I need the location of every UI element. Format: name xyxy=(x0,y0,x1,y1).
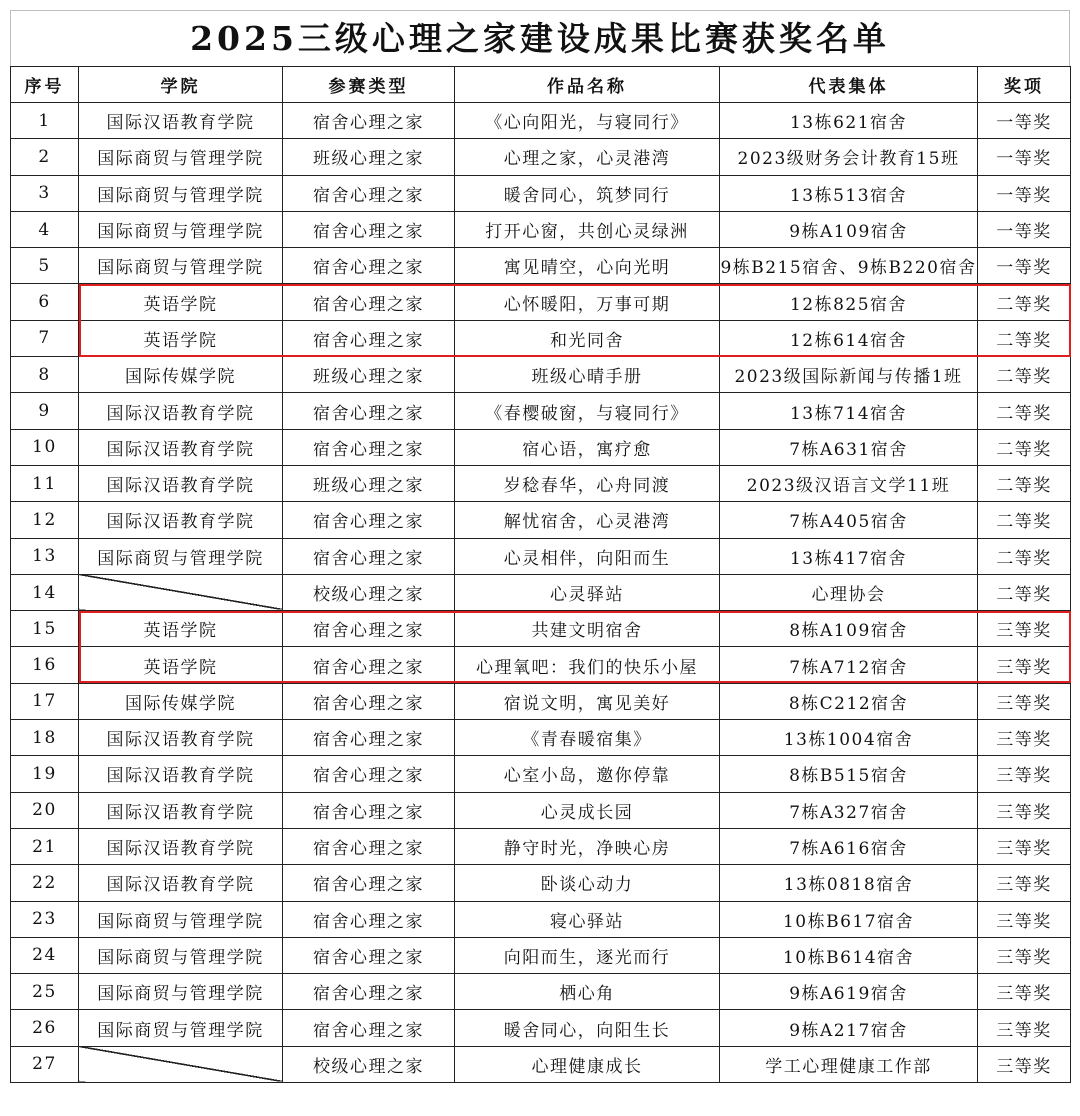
cell-type: 校级心理之家 xyxy=(283,574,455,610)
cell-type: 班级心理之家 xyxy=(283,139,455,175)
cell-award: 三等奖 xyxy=(978,901,1071,937)
cell-index: 22 xyxy=(11,865,79,901)
cell-award: 二等奖 xyxy=(978,465,1071,501)
cell-school: 国际商贸与管理学院 xyxy=(79,211,283,247)
cell-school: 国际汉语教育学院 xyxy=(79,429,283,465)
cell-group: 10栋B614宿舍 xyxy=(720,937,978,973)
cell-school: 国际商贸与管理学院 xyxy=(79,974,283,1010)
cell-work: 心灵驿站 xyxy=(455,574,720,610)
cell-work: 《春樱破窗，与寝同行》 xyxy=(455,393,720,429)
cell-index: 17 xyxy=(11,683,79,719)
cell-index: 9 xyxy=(11,393,79,429)
table-row xyxy=(11,175,1071,211)
cell-type: 宿舍心理之家 xyxy=(283,974,455,1010)
cell-group: 学工心理健康工作部 xyxy=(720,1046,978,1082)
cell-index: 2 xyxy=(11,139,79,175)
table-row xyxy=(11,429,1071,465)
cell-school: 英语学院 xyxy=(79,647,283,683)
cell-award: 二等奖 xyxy=(978,284,1071,320)
cell-type: 班级心理之家 xyxy=(283,357,455,393)
cell-index: 12 xyxy=(11,502,79,538)
cell-work: 解忧宿舍，心灵港湾 xyxy=(455,502,720,538)
cell-type: 宿舍心理之家 xyxy=(283,248,455,284)
cell-work: 宿心语，寓疗愈 xyxy=(455,429,720,465)
cell-group: 8栋B515宿舍 xyxy=(720,756,978,792)
cell-school: 国际商贸与管理学院 xyxy=(79,937,283,973)
cell-award: 一等奖 xyxy=(978,211,1071,247)
cell-award: 三等奖 xyxy=(978,828,1071,864)
cell-award: 三等奖 xyxy=(978,720,1071,756)
cell-index: 20 xyxy=(11,792,79,828)
cell-work: 心灵成长园 xyxy=(455,792,720,828)
cell-type: 宿舍心理之家 xyxy=(283,284,455,320)
cell-work: 和光同舍 xyxy=(455,320,720,356)
cell-school: 国际商贸与管理学院 xyxy=(79,139,283,175)
cell-award: 三等奖 xyxy=(978,865,1071,901)
cell-award: 三等奖 xyxy=(978,792,1071,828)
cell-type: 宿舍心理之家 xyxy=(283,720,455,756)
cell-type: 宿舍心理之家 xyxy=(283,683,455,719)
cell-type: 宿舍心理之家 xyxy=(283,647,455,683)
cell-award: 三等奖 xyxy=(978,647,1071,683)
cell-award: 二等奖 xyxy=(978,429,1071,465)
cell-group: 13栋1004宿舍 xyxy=(720,720,978,756)
cell-award: 三等奖 xyxy=(978,683,1071,719)
table-row xyxy=(11,974,1071,1010)
cell-work: 栖心角 xyxy=(455,974,720,1010)
cell-award: 二等奖 xyxy=(978,574,1071,610)
award-document xyxy=(10,10,1070,1083)
cell-group: 9栋A109宿舍 xyxy=(720,211,978,247)
cell-group: 13栋621宿舍 xyxy=(720,103,978,139)
cell-work: 卧谈心动力 xyxy=(455,865,720,901)
cell-award: 三等奖 xyxy=(978,1010,1071,1046)
cell-school: 国际汉语教育学院 xyxy=(79,502,283,538)
cell-school: 国际汉语教育学院 xyxy=(79,465,283,501)
cell-school-empty-slash xyxy=(79,1046,283,1082)
table-row xyxy=(11,320,1071,356)
cell-work: 打开心窗，共创心灵绿洲 xyxy=(455,211,720,247)
cell-award: 二等奖 xyxy=(978,320,1071,356)
cell-type: 宿舍心理之家 xyxy=(283,865,455,901)
award-table xyxy=(10,66,1071,1083)
cell-school: 英语学院 xyxy=(79,320,283,356)
table-row xyxy=(11,1046,1071,1082)
table-row xyxy=(11,248,1071,284)
cell-school: 英语学院 xyxy=(79,611,283,647)
header-award: 奖项 xyxy=(978,67,1071,103)
cell-group: 13栋0818宿舍 xyxy=(720,865,978,901)
cell-school-empty-slash xyxy=(79,574,283,610)
cell-award: 二等奖 xyxy=(978,502,1071,538)
cell-index: 27 xyxy=(11,1046,79,1082)
cell-index: 16 xyxy=(11,647,79,683)
cell-index: 23 xyxy=(11,901,79,937)
cell-type: 宿舍心理之家 xyxy=(283,538,455,574)
table-row xyxy=(11,792,1071,828)
cell-school: 国际汉语教育学院 xyxy=(79,103,283,139)
cell-type: 宿舍心理之家 xyxy=(283,901,455,937)
table-row xyxy=(11,720,1071,756)
cell-school: 国际汉语教育学院 xyxy=(79,393,283,429)
cell-school: 国际汉语教育学院 xyxy=(79,792,283,828)
table-row xyxy=(11,756,1071,792)
cell-type: 宿舍心理之家 xyxy=(283,103,455,139)
cell-group: 9栋A619宿舍 xyxy=(720,974,978,1010)
cell-award: 一等奖 xyxy=(978,175,1071,211)
cell-type: 宿舍心理之家 xyxy=(283,828,455,864)
cell-school: 国际传媒学院 xyxy=(79,357,283,393)
cell-index: 11 xyxy=(11,465,79,501)
cell-index: 26 xyxy=(11,1010,79,1046)
cell-index: 21 xyxy=(11,828,79,864)
cell-school: 国际商贸与管理学院 xyxy=(79,248,283,284)
cell-type: 宿舍心理之家 xyxy=(283,502,455,538)
cell-index: 25 xyxy=(11,974,79,1010)
cell-index: 4 xyxy=(11,211,79,247)
cell-index: 18 xyxy=(11,720,79,756)
table-row xyxy=(11,901,1071,937)
cell-school: 国际汉语教育学院 xyxy=(79,756,283,792)
cell-type: 宿舍心理之家 xyxy=(283,611,455,647)
header-work: 作品名称 xyxy=(455,67,720,103)
cell-work: 向阳而生，逐光而行 xyxy=(455,937,720,973)
cell-group: 13栋714宿舍 xyxy=(720,393,978,429)
table-row xyxy=(11,1010,1071,1046)
cell-group: 7栋A327宿舍 xyxy=(720,792,978,828)
cell-work: 《心向阳光，与寝同行》 xyxy=(455,103,720,139)
cell-group: 7栋A405宿舍 xyxy=(720,502,978,538)
header-group: 代表集体 xyxy=(720,67,978,103)
cell-index: 10 xyxy=(11,429,79,465)
cell-school: 英语学院 xyxy=(79,284,283,320)
cell-group: 8栋A109宿舍 xyxy=(720,611,978,647)
cell-type: 宿舍心理之家 xyxy=(283,756,455,792)
cell-type: 宿舍心理之家 xyxy=(283,1010,455,1046)
cell-group: 9栋A217宿舍 xyxy=(720,1010,978,1046)
cell-award: 三等奖 xyxy=(978,937,1071,973)
cell-work: 寓见晴空，心向光明 xyxy=(455,248,720,284)
cell-work: 心怀暖阳，万事可期 xyxy=(455,284,720,320)
table-row xyxy=(11,357,1071,393)
cell-school: 国际汉语教育学院 xyxy=(79,865,283,901)
cell-award: 二等奖 xyxy=(978,538,1071,574)
cell-group: 2023级财务会计教育15班 xyxy=(720,139,978,175)
cell-group: 2023级国际新闻与传播1班 xyxy=(720,357,978,393)
header-index: 序号 xyxy=(11,67,79,103)
cell-type: 宿舍心理之家 xyxy=(283,429,455,465)
cell-school: 国际商贸与管理学院 xyxy=(79,901,283,937)
cell-group: 7栋A631宿舍 xyxy=(720,429,978,465)
cell-school: 国际商贸与管理学院 xyxy=(79,1010,283,1046)
cell-work: 岁稔春华，心舟同渡 xyxy=(455,465,720,501)
cell-type: 宿舍心理之家 xyxy=(283,211,455,247)
cell-work: 静守时光，净映心房 xyxy=(455,828,720,864)
cell-school: 国际商贸与管理学院 xyxy=(79,538,283,574)
cell-work: 班级心晴手册 xyxy=(455,357,720,393)
cell-school: 国际汉语教育学院 xyxy=(79,828,283,864)
table-row xyxy=(11,465,1071,501)
table-row xyxy=(11,683,1071,719)
cell-index: 24 xyxy=(11,937,79,973)
cell-award: 一等奖 xyxy=(978,139,1071,175)
cell-work: 心灵相伴，向阳而生 xyxy=(455,538,720,574)
cell-type: 校级心理之家 xyxy=(283,1046,455,1082)
cell-index: 1 xyxy=(11,103,79,139)
table-row xyxy=(11,393,1071,429)
cell-group: 13栋513宿舍 xyxy=(720,175,978,211)
table-row xyxy=(11,828,1071,864)
cell-award: 一等奖 xyxy=(978,248,1071,284)
cell-work: 宿说文明，寓见美好 xyxy=(455,683,720,719)
cell-index: 14 xyxy=(11,574,79,610)
cell-type: 宿舍心理之家 xyxy=(283,175,455,211)
cell-award: 三等奖 xyxy=(978,1046,1071,1082)
cell-group: 2023级汉语言文学11班 xyxy=(720,465,978,501)
table-row xyxy=(11,611,1071,647)
header-row xyxy=(11,67,1071,103)
cell-index: 3 xyxy=(11,175,79,211)
cell-type: 宿舍心理之家 xyxy=(283,937,455,973)
cell-type: 宿舍心理之家 xyxy=(283,320,455,356)
cell-work: 《青春暖宿集》 xyxy=(455,720,720,756)
table-row xyxy=(11,647,1071,683)
cell-work: 心理健康成长 xyxy=(455,1046,720,1082)
table-row xyxy=(11,937,1071,973)
cell-index: 8 xyxy=(11,357,79,393)
cell-group: 7栋A616宿舍 xyxy=(720,828,978,864)
cell-award: 一等奖 xyxy=(978,103,1071,139)
cell-award: 二等奖 xyxy=(978,357,1071,393)
cell-index: 15 xyxy=(11,611,79,647)
cell-group: 心理协会 xyxy=(720,574,978,610)
cell-award: 三等奖 xyxy=(978,974,1071,1010)
cell-group: 13栋417宿舍 xyxy=(720,538,978,574)
cell-group: 12栋614宿舍 xyxy=(720,320,978,356)
cell-index: 7 xyxy=(11,320,79,356)
table-row xyxy=(11,211,1071,247)
cell-work: 心理氧吧：我们的快乐小屋 xyxy=(455,647,720,683)
cell-group: 9栋B215宿舍、9栋B220宿舍 xyxy=(720,248,978,284)
cell-work: 寝心驿站 xyxy=(455,901,720,937)
table-row xyxy=(11,502,1071,538)
cell-school: 国际商贸与管理学院 xyxy=(79,175,283,211)
cell-work: 共建文明宿舍 xyxy=(455,611,720,647)
cell-award: 二等奖 xyxy=(978,393,1071,429)
table-row xyxy=(11,538,1071,574)
cell-index: 19 xyxy=(11,756,79,792)
cell-work: 暖舍同心，筑梦同行 xyxy=(455,175,720,211)
cell-award: 三等奖 xyxy=(978,611,1071,647)
cell-index: 5 xyxy=(11,248,79,284)
cell-group: 10栋B617宿舍 xyxy=(720,901,978,937)
cell-type: 宿舍心理之家 xyxy=(283,792,455,828)
header-type: 参赛类型 xyxy=(283,67,455,103)
cell-school: 国际汉语教育学院 xyxy=(79,720,283,756)
cell-index: 13 xyxy=(11,538,79,574)
cell-group: 7栋A712宿舍 xyxy=(720,647,978,683)
table-row xyxy=(11,284,1071,320)
cell-type: 班级心理之家 xyxy=(283,465,455,501)
header-school: 学院 xyxy=(79,67,283,103)
cell-work: 心室小岛，邀你停靠 xyxy=(455,756,720,792)
cell-work: 心理之家，心灵港湾 xyxy=(455,139,720,175)
table-row xyxy=(11,574,1071,610)
table-row xyxy=(11,865,1071,901)
table-row xyxy=(11,139,1071,175)
cell-type: 宿舍心理之家 xyxy=(283,393,455,429)
cell-school: 国际传媒学院 xyxy=(79,683,283,719)
cell-award: 三等奖 xyxy=(978,756,1071,792)
document-title: 2025三级心理之家建设成果比赛获奖名单 xyxy=(10,10,1070,66)
cell-group: 12栋825宿舍 xyxy=(720,284,978,320)
cell-work: 暖舍同心，向阳生长 xyxy=(455,1010,720,1046)
cell-group: 8栋C212宿舍 xyxy=(720,683,978,719)
table-row xyxy=(11,103,1071,139)
cell-index: 6 xyxy=(11,284,79,320)
